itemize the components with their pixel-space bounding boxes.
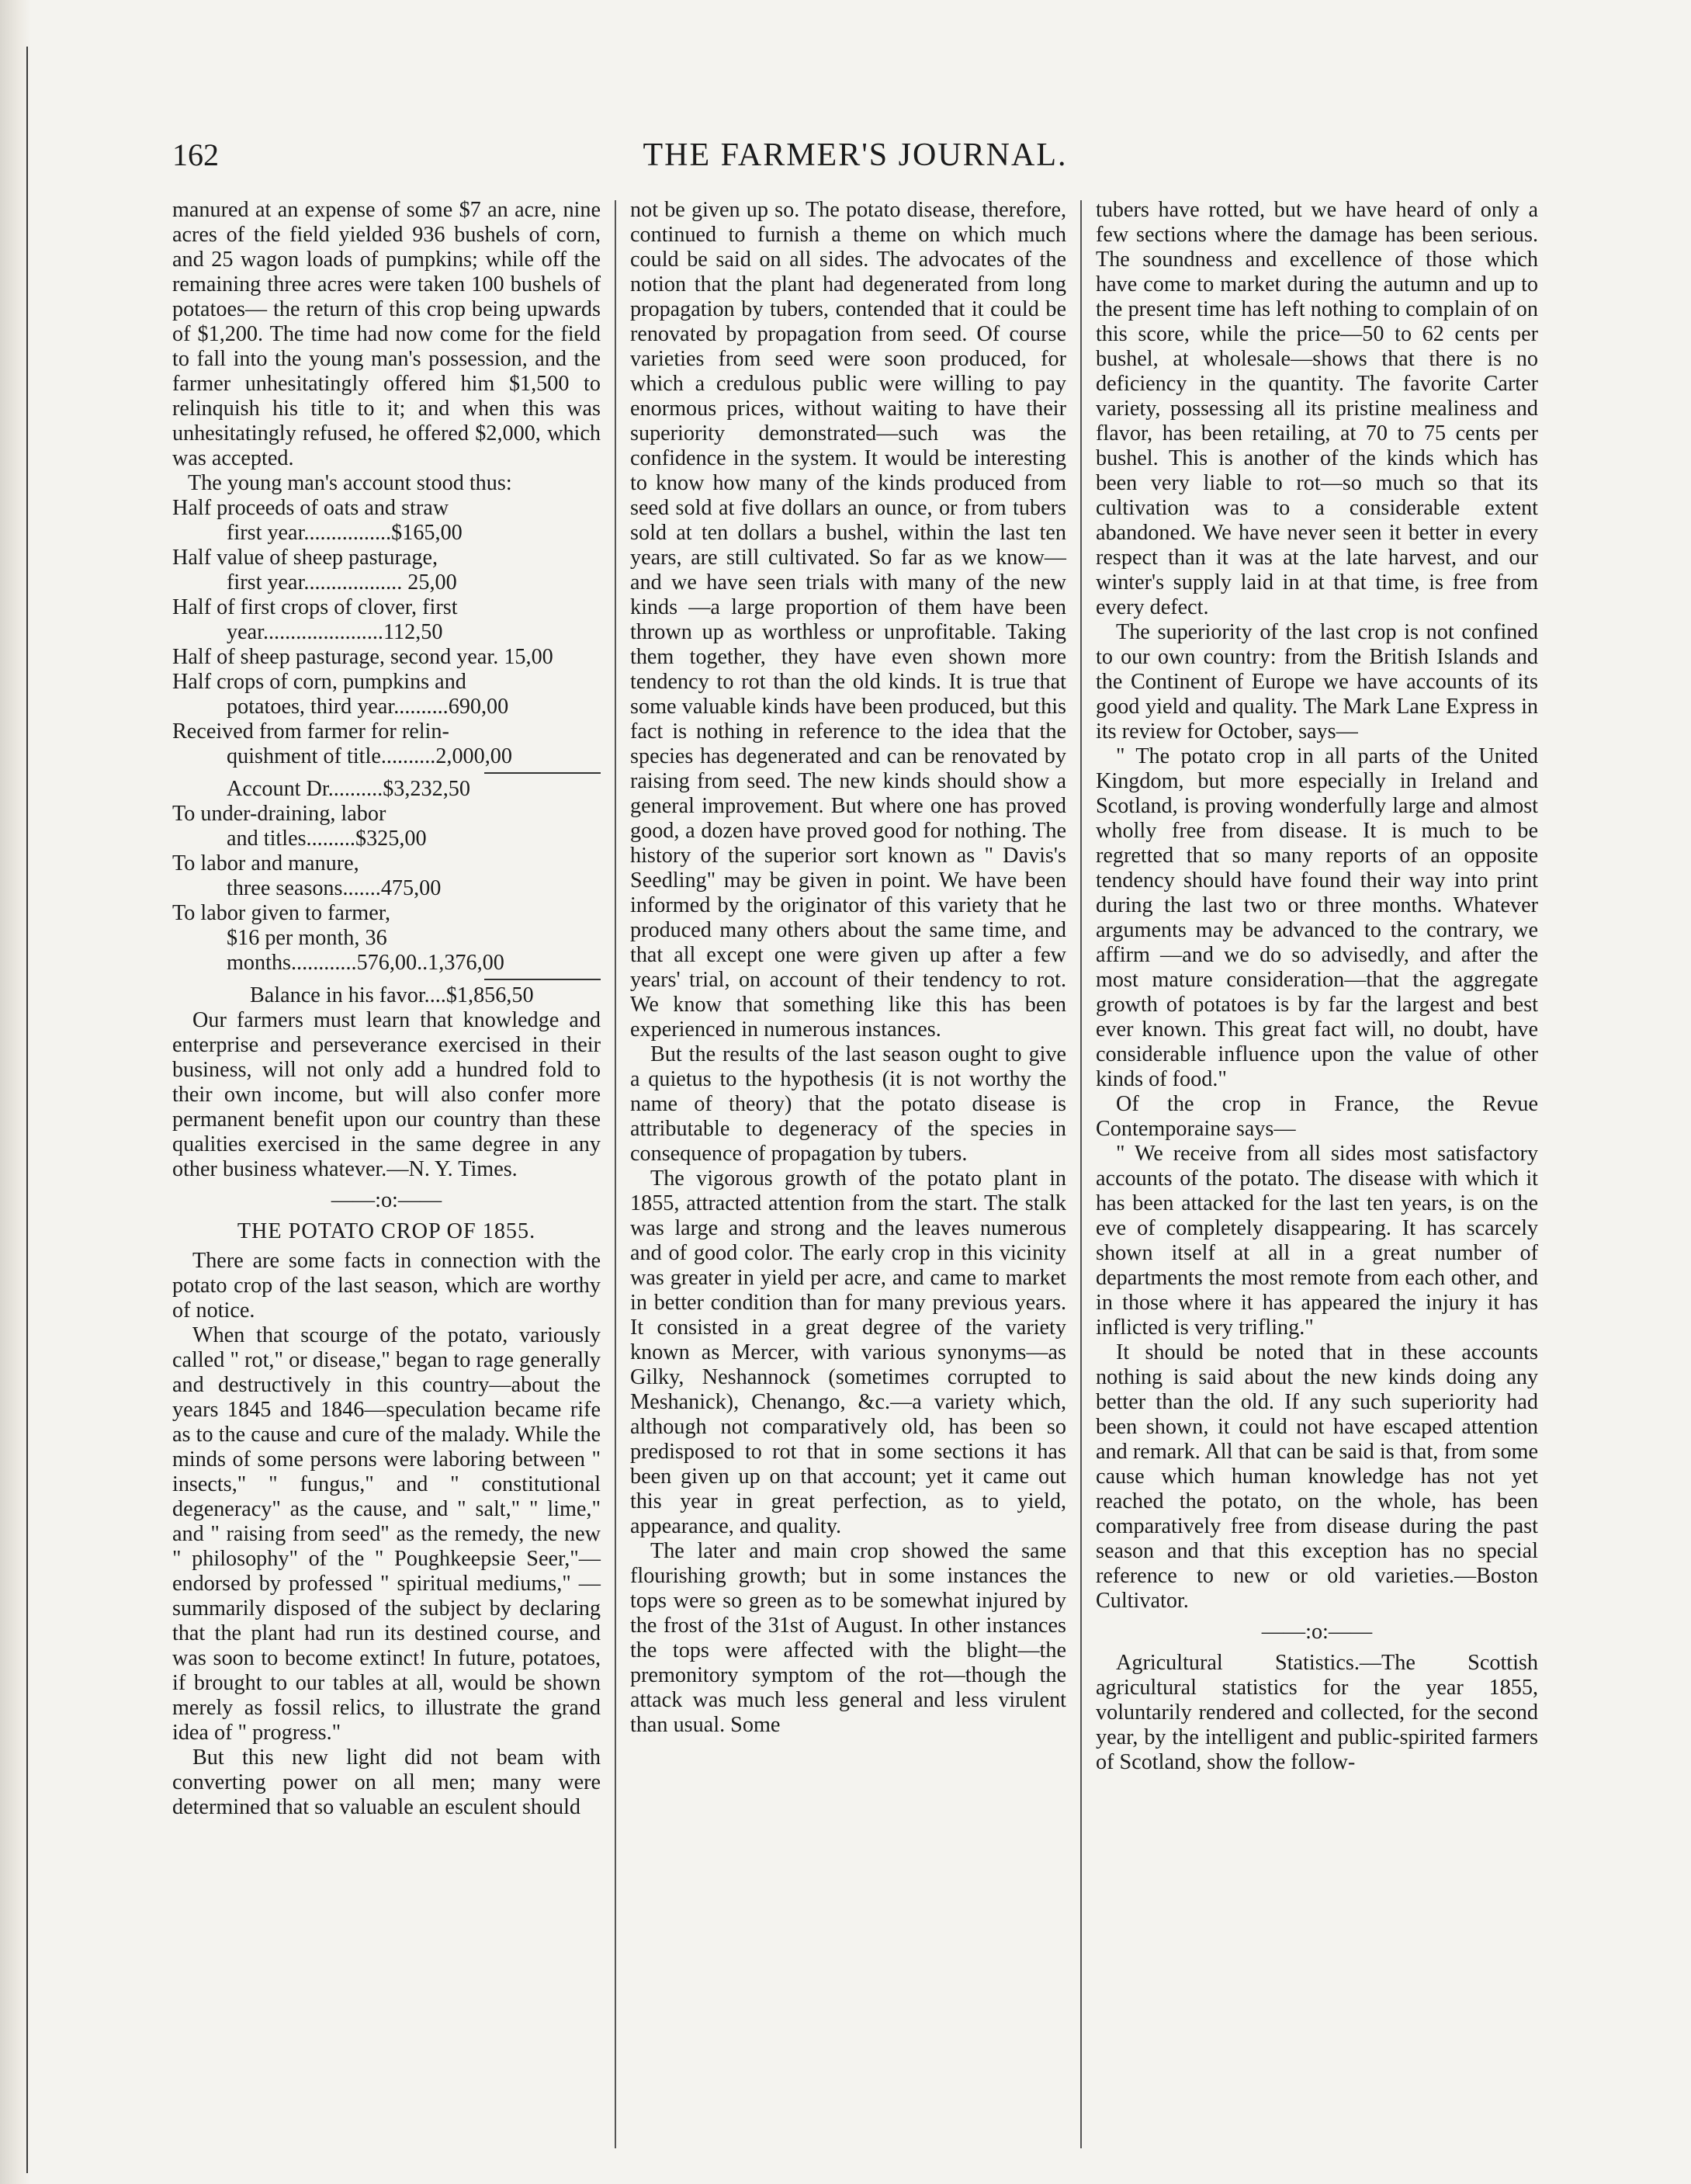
running-title: THE FARMER'S JOURNAL. [643, 137, 1068, 173]
account-balance: Balance in his favor....$1,856,50 [250, 983, 534, 1007]
account-total: Account Dr..........$3,232,50 [227, 777, 470, 801]
paragraph: There are some facts in connection with the potato crop of the last season, which are worthy of notice. [172, 1249, 601, 1323]
column-1 [172, 198, 601, 1820]
paragraph: Of the crop in France, the Revue Contemporaine says— [1096, 1092, 1538, 1141]
account-line: three seasons.......475,00 [227, 876, 442, 900]
paragraph: not be given up so. The potato disease, therefore, continued to furnish a theme on which much could be said on all sides. The advocates of the notion that the plant had degenerated from long propagation by tubers, contended that it could be renovated by propagation from seed. Of course varieties from seed were soon produced, for which a credulous public were willing to pay enormous prices, without waiting to have their superiority demonstrated—such was the confidence in the system. It would be interesting to know how many of the kinds produced from seed sold at five dollars an ounce, or from tubers sold at ten dollars a bushel, within the last ten years, are still cultivated. So far as we know—and we have seen trials with many of the new kinds —a large proportion of them have been thrown up as worthless or unprofitable. Taking them together, they have even shown more tendency to rot than the old kinds. It is true that some valuable kinds have been produced, but this fact is nothing in reference to the idea that the species has degenerated and can be renovated by raising from seed. The new kinds should show a general improvement. But where one has proved good, a dozen have proved good for nothing. The history of the superior sort known as " Davis's Seedling" may be given in point. We have been informed by the originator of this variety that he produced many others about the same time, and that all except one were given up after a few years' trial, on account of their tendency to rot. We know that something like this has been experienced in numerous instances. [630, 198, 1066, 1042]
account-line: Half proceeds of oats and straw [172, 496, 449, 520]
paragraph: tubers have rotted, but we have heard of only a few sections where the damage has been serious. The soundness and excellence of those which have come to market during the autumn and up to the present time has left nothing to complain of on this score, while the price—50 to 62 cents per bushel, at wholesale—shows that there is no deficiency in the quantity. The favorite Carter variety, possessing all its pristine mealiness and flavor, has been retailing, at 70 to 75 cents per bushel. This is another of the kinds which has been very liable to rot—so much so that its cultivation was to a considerable extent abandoned. We have never seen it better in every respect than it was at the late harvest, and our winter's supply laid in at that time, is free from every defect. [1096, 198, 1538, 619]
paragraph: The vigorous growth of the potato plant in 1855, attracted attention from the start. The stalk was large and strong and the leaves numerous and of good color. The early crop in this vicinity was greater in yield per acre, and came to market in better condition than for many previous years. It consisted in a great degree of the variety known as Mercer, with various synonyms—as Gilky, Neshannock (sometimes corrupted to Meshanick), Chenango, &c.—a variety which, although not comparatively old, has been so predisposed to rot that in some sections it has been given up on that account; yet it came out this year in great perfection, as to yield, appearance, and quality. [630, 1167, 1066, 1538]
quotation: " The potato crop in all parts of the United Kingdom, but more especially in Ireland and Scotland, is proving wonderfully large and almost wholly free from disease. It is much to be regretted that so many reports of an opposite tendency should have found their way into print during the last two or three months. Whatever arguments may be advanced to the contrary, we affirm —and we do so advisedly, and after the most mature consideration—that the aggregate growth of potatoes is by far the largest and best ever known. This great fact will, no doubt, have considerable influence upon the value of other kinds of food." [1096, 744, 1538, 1091]
account-line: first year................$165,00 [227, 521, 463, 545]
paragraph: It should be noted that in these accounts nothing is said about the new kinds doing any better than the old. If any such superiority had been shown, it could not have escaped attention and remark. All that can be said is that, from some cause which human knowledge has not yet reached the potato, on the whole, has been comparatively free from disease during the past season and that this exception has no special reference to new or old varieties.—Boston Cultivator. [1096, 1340, 1538, 1613]
column-divider [1080, 200, 1082, 2148]
paragraph: But the results of the last season ought to give a quietus to the hypothesis (it is not worthy the name of theory) that the potato disease is attributable to degeneracy of the species in consequence of propagation by tubers. [630, 1042, 1066, 1166]
account-line: first year.................. 25,00 [227, 570, 457, 595]
paragraph: But this new light did not beam with converting power on all men; many were determined that so valuable an esculent should [172, 1745, 601, 1819]
page-header [172, 137, 1538, 183]
account-line: Received from farmer for relin- [172, 719, 449, 744]
paragraph: The superiority of the last crop is not confined to our own country: from the British Islands and the Continent of Europe we have accounts of its good yield and quality. The Mark Lane Express in its review for October, says— [1096, 620, 1538, 744]
column-divider [615, 200, 616, 2148]
account-line: Half crops of corn, pumpkins and [172, 670, 466, 694]
left-margin-rule [26, 47, 28, 2173]
paragraph: Our farmers must learn that knowledge and enterprise and perseverance exercised in their business, will not only add a hundred fold to their own income, but will also confer more permanent benefit upon our country than these qualities exercised in the same degree in any other business whatever.—N. Y. Times. [172, 1008, 601, 1181]
account-line: year......................112,50 [227, 620, 443, 644]
quotation: " We receive from all sides most satisfactory accounts of the potato. The disease with which it has been attacked for the last ten years, is on the eve of completely disappearing. It has scarcely shown itself at all in a great number of departments the most remote from each other, and in those where it has appeared the injury it has inflicted is very trifling." [1096, 1142, 1538, 1340]
section-separator: ——:o:—— [331, 1188, 442, 1212]
account-line: To labor and manure, [172, 851, 359, 875]
section-separator: ——:o:—— [1261, 1620, 1373, 1644]
account-line: months............576,00..1,376,00 [227, 951, 504, 975]
account-line: Half of sheep pasturage, second year. 15,00 [172, 645, 553, 669]
page-number: 162 [172, 137, 219, 172]
account-line: To labor given to farmer, [172, 901, 391, 925]
sum-rule [484, 772, 601, 774]
paragraph: When that scourge of the potato, variously called " rot," or disease," began to rage generally and destructively in this country—about the years 1845 and 1846—speculation became rife as to the cause and cure of the malady. While the minds of some persons were laboring between " insects," " fungus," and " constitutional degeneracy" as the cause, and " salt," " lime," and " raising from seed" as the remedy, the new " philosophy" of the " Poughkeepsie Seer,"—endorsed by professed " spiritual mediums," —summarily disposed of the subject by declaring that the plant had run its destined course, and was soon to become extinct! In future, potatoes, if brought to our tables at all, would be shown merely as fossil relics, to illustrate the grand idea of " progress." [172, 1323, 601, 1745]
sum-rule [484, 979, 601, 980]
account-intro: The young man's account stood thus: [188, 471, 512, 495]
account-line: Half value of sheep pasturage, [172, 546, 438, 570]
account-line: To under-draining, labor [172, 802, 386, 826]
account-line: quishment of title..........2,000,00 [227, 744, 512, 768]
column-2 [630, 198, 1066, 1738]
paragraph: The later and main crop showed the same flourishing growth; but in some instances the tops were so green as to be somewhat injured by the frost of the 31st of August. In other instances the tops were affected with the blight—the premonitory symptom of the rot—though the attack was much less general and less virulent than usual. Some [630, 1539, 1066, 1737]
account-line: potatoes, third year..........690,00 [227, 695, 509, 719]
account-line: $16 per month, 36 [227, 926, 387, 950]
article-title: THE POTATO CROP OF 1855. [237, 1219, 536, 1243]
account-line: Half of first crops of clover, first [172, 595, 458, 619]
account-table [172, 471, 601, 1008]
paragraph: Agricultural Statistics.—The Scottish agricultural statistics for the year 1855, voluntarily rendered and collected, for the second year, by the intelligent and public-spirited farmers of Scotland, show the follow- [1096, 1651, 1538, 1774]
paragraph: manured at an expense of some $7 an acre, nine acres of the field yielded 936 bushels of corn, and 25 wagon loads of pumpkins; while off the remaining three acres were taken 100 bushels of potatoes— the return of this crop being upwards of $1,200. The time had now come for the field to fall into the young man's possession, and the farmer unhesitatingly offered him $1,500 to relinquish his title to it; and when this was unhesitatingly refused, he offered $2,000, which was accepted. [172, 198, 601, 470]
column-3 [1096, 198, 1538, 1775]
account-line: and titles.........$325,00 [227, 827, 427, 851]
